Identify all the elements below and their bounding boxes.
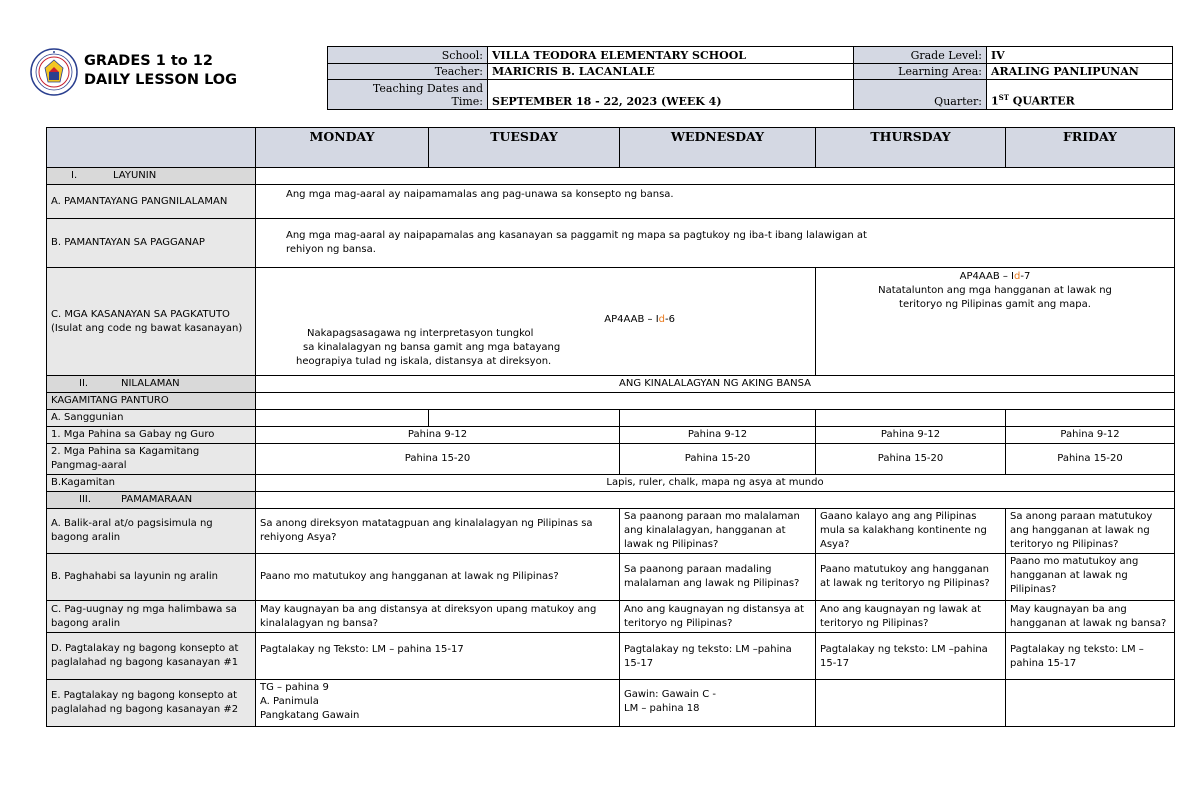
school-value: VILLA TEODORA ELEMENTARY SCHOOL <box>488 47 854 64</box>
sanggunian-tuesday <box>429 410 620 427</box>
kasanayan-label-2: (Isulat ang code ng bawat kasanayan) <box>51 322 243 334</box>
code-6-prefix: AP4AAB – I <box>604 314 659 325</box>
sanggunian-thursday <box>816 410 1006 427</box>
paghahabi-thursday: Paano matutukoy ang hangganan at lawak ng teritoryo ng Pilipinas? <box>816 554 1006 601</box>
area-value: ARALING PANLIPUNAN <box>987 64 1173 80</box>
balik-wednesday: Sa paanong paraan mo malalaman ang kinalalagyan, hangganan at lawak ng Pilipinas? <box>620 509 816 554</box>
code-7-suffix: -7 <box>1020 271 1031 282</box>
competency-text-6-line-3: heograpiya tulad ng iskala, distansya at direksyon. <box>296 356 552 367</box>
sanggunian-monday <box>256 410 429 427</box>
balik-friday: Sa anong paraan matutukoy ang hangganan at lawak ng teritoryo ng Pilipinas? <box>1006 509 1175 554</box>
pangmag-friday: Pahina 15-20 <box>1006 444 1175 475</box>
day-thursday: THURSDAY <box>816 128 1006 168</box>
sanggunian-wednesday <box>620 410 816 427</box>
pagtalakay2-monday-line-3: Pangkatang Gawain <box>260 710 360 721</box>
code-6-suffix: -6 <box>665 314 675 325</box>
pagtalakay2-monday <box>256 680 620 727</box>
pagugnay-friday: May kaugnayan ba ang hangganan at lawak ng bansa? <box>1006 601 1175 633</box>
sanggunian-friday <box>1006 410 1175 427</box>
gabay-thursday: Pahina 9-12 <box>816 427 1006 444</box>
school-label: School: <box>328 47 488 64</box>
pangmag-wednesday: Pahina 15-20 <box>620 444 816 475</box>
pagtalakay2-thursday <box>816 680 1006 727</box>
paghahabi-friday: Paano mo matutukoy ang hangganan at lawak ng Pilipinas? <box>1006 554 1175 601</box>
day-monday: MONDAY <box>256 128 429 168</box>
bkagamitan-label: B.Kagamitan <box>47 475 256 492</box>
kasanayan-label <box>47 268 256 376</box>
pangmag-monday: Pahina 15-20 <box>256 444 620 475</box>
layunin-label: LAYUNIN <box>113 170 157 181</box>
pagtalakay2-label: E. Pagtalakay ng bagong konsepto at paglalahad ng bagong kasanayan #2 <box>47 680 256 727</box>
pagugnay-monday: May kaugnayan ba ang distansya at direksyon upang matukoy ang kinalalagyan ng bansa? <box>256 601 620 633</box>
balik-monday: Sa anong direksyon matatagpuan ang kinalalagyan ng Pilipinas sa rehiyong Asya? <box>256 509 620 554</box>
quarter-number: 1 <box>991 95 999 108</box>
pamamaraan-number: III. <box>79 494 92 505</box>
area-label: Learning Area: <box>854 64 987 80</box>
competency-code-6 <box>260 313 811 327</box>
pagtalakay1-wednesday: Pagtalakay ng teksto: LM –pahina 15-17 <box>620 633 816 680</box>
teacher-value: MARICRIS B. LACANLALE <box>488 64 854 80</box>
gabay-label: 1. Mga Pahina sa Gabay ng Guro <box>47 427 256 444</box>
layunin-content <box>256 168 1175 185</box>
kasanayan-thursday-content <box>816 268 1175 376</box>
pagtalakay1-thursday: Pagtalakay ng teksto: LM –pahina 15-17 <box>816 633 1006 680</box>
pagugnay-wednesday: Ano ang kaugnayan ng distansya at teritoryo ng Pilipinas? <box>620 601 816 633</box>
balik-thursday: Gaano kalayo ang ang Pilipinas mula sa kalakhang kontinente ng Asya? <box>816 509 1006 554</box>
pagganap-text: Ang mga mag-aaral ay naipapamalas ang kasanayan sa paggamit ng mapa sa pagtukoy ng iba-t ibang lalawigan at rehiyon ng bansa. <box>256 219 1175 268</box>
quarter-value <box>987 80 1173 110</box>
pamamaraan-content <box>256 492 1175 509</box>
section-nilalaman <box>47 376 256 393</box>
pagganap-label: B. PAMANTAYAN SA PAGGANAP <box>47 219 256 268</box>
kagamitan-label: KAGAMITANG PANTURO <box>47 393 256 410</box>
competency-text-6-line-1: Nakapagsasagawa ng interpretasyon tungkol <box>307 328 534 339</box>
pagtalakay2-monday-line-2: A. Panimula <box>260 696 319 707</box>
deped-seal <box>30 48 78 96</box>
title-line-1: GRADES 1 to 12 <box>84 53 213 69</box>
quarter-text: QUARTER <box>1008 95 1075 108</box>
pagtalakay2-friday <box>1006 680 1175 727</box>
pagtalakay2-monday-line-1: TG – pahina 9 <box>260 682 329 693</box>
competency-code-7 <box>820 270 1170 284</box>
pamantayang-text: Ang mga mag-aaral ay naipamamalas ang pag-unawa sa konsepto ng bansa. <box>256 185 1175 219</box>
pagugnay-thursday: Ano ang kaugnayan ng lawak at teritoryo ng Pilipinas? <box>816 601 1006 633</box>
document-title <box>84 52 237 90</box>
competency-text-7-line-2: teritoryo ng Pilipinas gamit ang mapa. <box>899 299 1091 310</box>
pamamaraan-label: PAMAMARAAN <box>121 494 193 505</box>
paghahabi-label: B. Paghahabi sa layunin ng aralin <box>47 554 256 601</box>
bkagamitan-text: Lapis, ruler, chalk, mapa ng asya at mundo <box>256 475 1175 492</box>
nilalaman-text: ANG KINALALAGYAN NG AKING BANSA <box>256 376 1175 393</box>
gabay-friday: Pahina 9-12 <box>1006 427 1175 444</box>
pangmag-thursday: Pahina 15-20 <box>816 444 1006 475</box>
pagtalakay1-label: D. Pagtalakay ng bagong konsepto at paglalahad ng bagong kasanayan #1 <box>47 633 256 680</box>
quarter-suffix: ST <box>998 93 1009 103</box>
pagtalakay2-wednesday-line-1: Gawin: Gawain C - <box>624 689 716 700</box>
pangmag-label: 2. Mga Pahina sa Kagamitang Pangmag-aaral <box>47 444 256 475</box>
paghahabi-wednesday: Sa paanong paraan madaling malalaman ang lawak ng Pilipinas? <box>620 554 816 601</box>
paghahabi-monday: Paano mo matutukoy ang hangganan at lawak ng Pilipinas? <box>256 554 620 601</box>
section-layunin <box>47 168 256 185</box>
pagtalakay1-monday: Pagtalakay ng Teksto: LM – pahina 15-17 <box>256 633 620 680</box>
balik-label: A. Balik-aral at/o pagsisimula ng bagong aralin <box>47 509 256 554</box>
section-pamamaraan <box>47 492 256 509</box>
quarter-label: Quarter: <box>854 80 987 110</box>
code-7-prefix: AP4AAB – I <box>959 271 1015 282</box>
nilalaman-number: II. <box>79 378 89 389</box>
dates-value: SEPTEMBER 18 - 22, 2023 (WEEK 4) <box>488 80 854 110</box>
day-wednesday: WEDNESDAY <box>620 128 816 168</box>
code-7-d: d <box>1014 271 1021 282</box>
lesson-info-table <box>327 46 1173 110</box>
kasanayan-label-1: C. MGA KASANAYAN SA PAGKATUTO <box>51 308 230 320</box>
dates-label <box>328 80 488 110</box>
title-line-2: DAILY LESSON LOG <box>84 72 238 88</box>
day-friday: FRIDAY <box>1006 128 1175 168</box>
pagtalakay2-wednesday <box>620 680 816 727</box>
gabay-wednesday: Pahina 9-12 <box>620 427 816 444</box>
pamantayang-label: A. PAMANTAYANG PANGNILALAMAN <box>47 185 256 219</box>
lesson-log-table <box>46 127 1175 727</box>
code-6-d: d <box>658 314 666 325</box>
nilalaman-label: NILALAMAN <box>121 378 180 389</box>
dates-label-line-2: Time: <box>451 94 483 108</box>
gabay-monday: Pahina 9-12 <box>256 427 620 444</box>
competency-text-6-line-2: sa kinalalagyan ng bansa gamit ang mga batayang <box>303 342 561 353</box>
teacher-label: Teacher: <box>328 64 488 80</box>
day-tuesday: TUESDAY <box>429 128 620 168</box>
corner-cell <box>47 128 256 168</box>
kagamitan-content <box>256 393 1175 410</box>
pagugnay-label: C. Pag-uugnay ng mga halimbawa sa bagong aralin <box>47 601 256 633</box>
grade-label: Grade Level: <box>854 47 987 64</box>
sanggunian-label: A. Sanggunian <box>47 410 256 427</box>
grade-value: IV <box>987 47 1173 64</box>
kasanayan-monday-content <box>256 268 816 376</box>
dates-label-line-1: Teaching Dates and <box>372 81 483 95</box>
pagtalakay1-friday: Pagtalakay ng teksto: LM – pahina 15-17 <box>1006 633 1175 680</box>
layunin-number: I. <box>71 170 78 181</box>
competency-text-7-line-1: Natatalunton ang mga hangganan at lawak ng <box>878 285 1112 296</box>
pagtalakay2-wednesday-line-2: LM – pahina 18 <box>624 703 700 714</box>
